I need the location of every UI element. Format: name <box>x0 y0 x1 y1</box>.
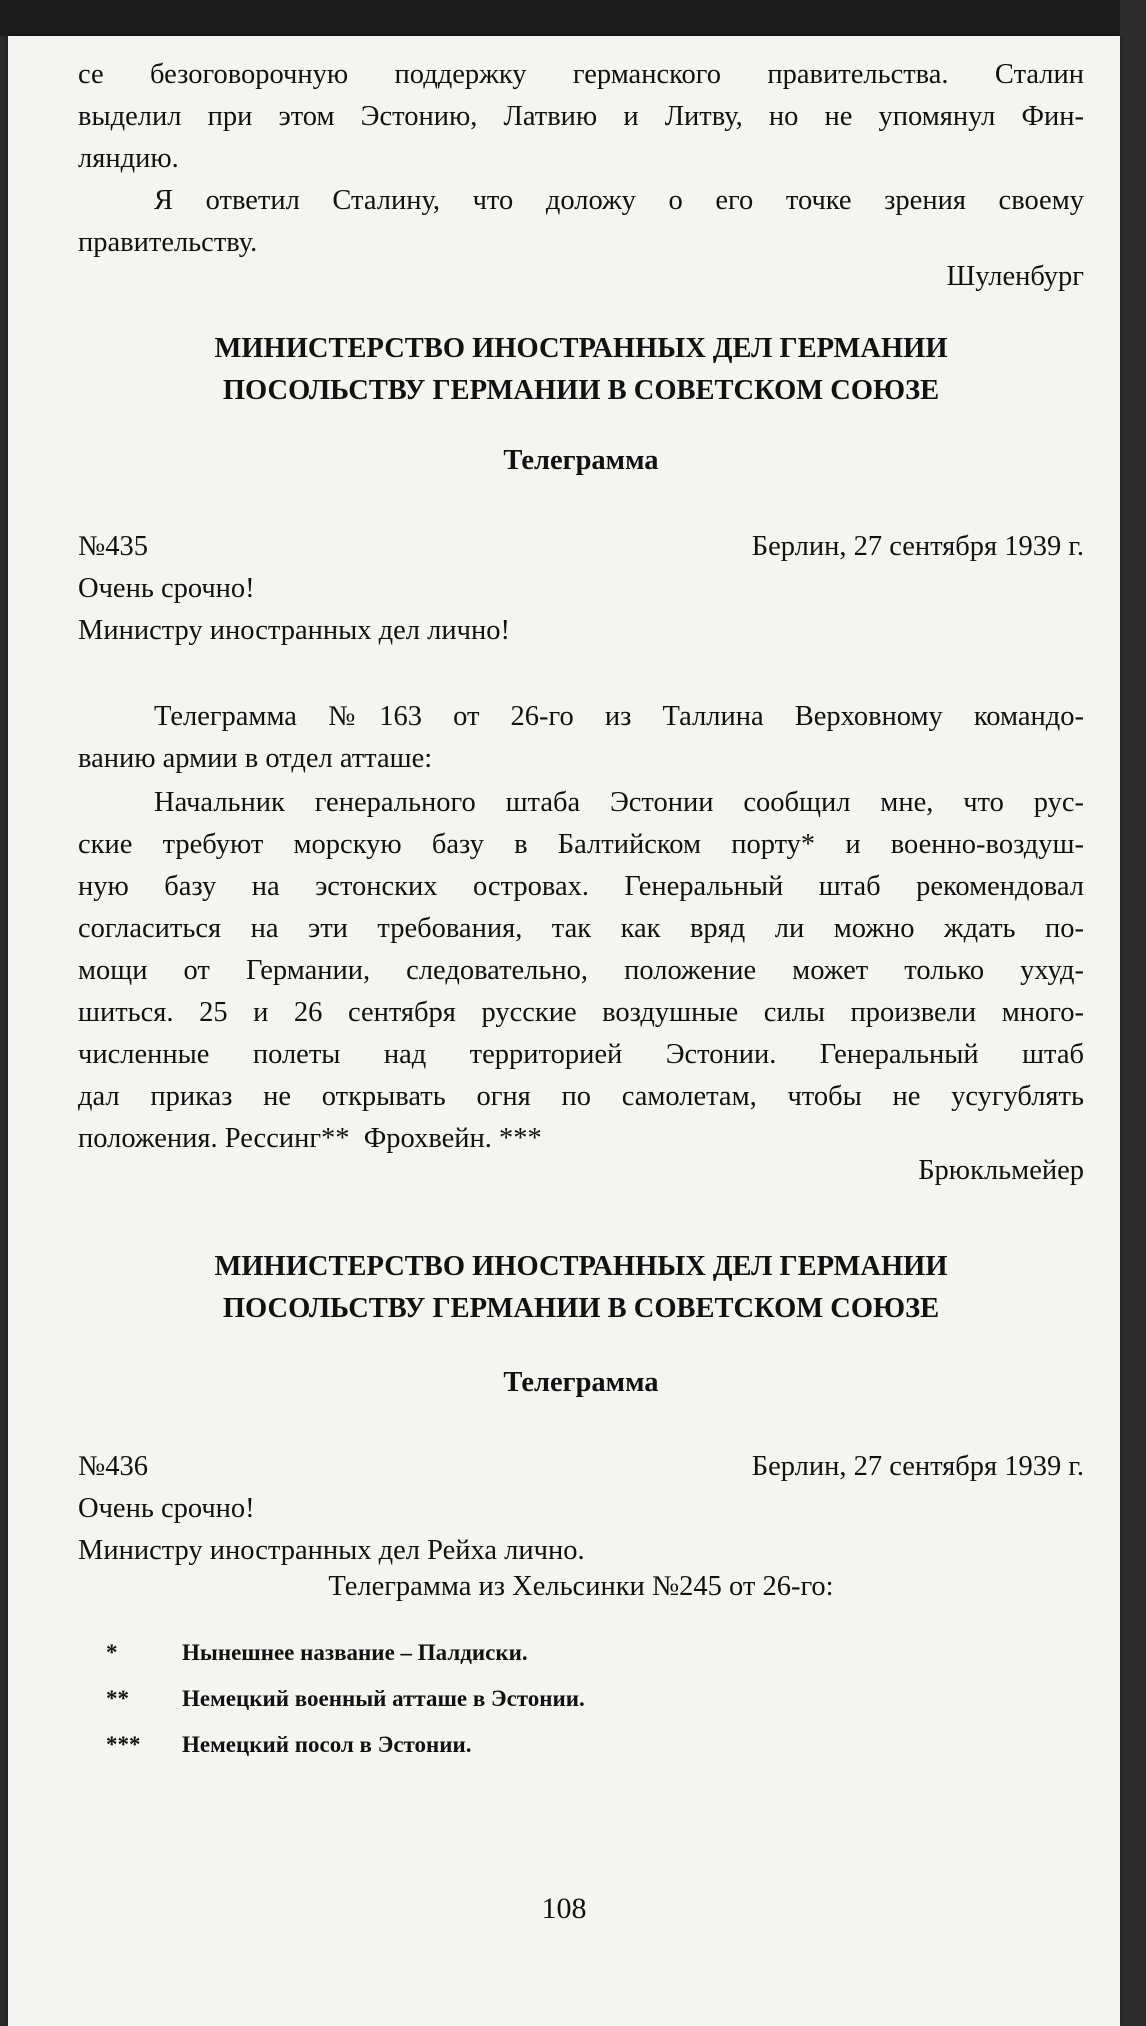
footnote <box>106 1634 528 1672</box>
paragraph-line: выделил при этом Эстонию, Латвию и Литву, но не упомянул Фин- <box>78 101 1084 132</box>
paragraph-line: Я ответил Сталину, что доложу о его точке зрения своему <box>154 185 1084 216</box>
telegram-intro: Телеграмма из Хельсинки №245 от 26-го: <box>328 1571 834 1602</box>
footnote-text: Нынешнее название – Палдиски. <box>182 1640 528 1665</box>
footnote-mark: * <box>106 1640 118 1665</box>
telegram-body-line: шиться. 25 и 26 сентября русские воздушные силы произвели много- <box>78 997 1084 1028</box>
telegram-addressee: Министру иностранных дел лично! <box>78 615 510 646</box>
footnote-text: Немецкий посол в Эстонии. <box>182 1732 472 1757</box>
telegram-body-line: Начальник генерального штаба Эстонии сообщил мне, что рус- <box>154 787 1084 818</box>
telegram-number-row <box>78 1446 1084 1488</box>
page-number: 108 <box>541 1892 587 1925</box>
heading-type: Телеграмма <box>503 445 659 476</box>
footnote-mark: *** <box>106 1732 141 1757</box>
footnote <box>106 1726 472 1764</box>
telegram-number-row <box>78 526 1084 568</box>
telegram-body-line: численные полеты над территорией Эстонии. Генеральный штаб <box>78 1039 1084 1070</box>
telegram-body-line: ную базу на эстонских островах. Генеральный штаб рекомендовал <box>78 871 1084 902</box>
footnote-text: Немецкий военный атташе в Эстонии. <box>182 1686 585 1711</box>
signature-bruecklmeier: Брюкльмейер <box>918 1155 1084 1186</box>
heading-line-1: МИНИСТЕРСТВО ИНОСТРАННЫХ ДЕЛ ГЕРМАНИИ <box>214 333 948 364</box>
telegram-number: №435 <box>78 531 148 562</box>
telegram-urgency: Очень срочно! <box>78 573 255 604</box>
telegram-body-line: положения. Рессинг** Фрохвейн. *** <box>78 1123 542 1154</box>
paragraph-line: се безоговорочную поддержку германского правительства. Сталин <box>78 59 1084 90</box>
scan-top-border <box>0 0 1146 36</box>
heading-line-2: ПОСОЛЬСТВУ ГЕРМАНИИ В СОВЕТСКОМ СОЮЗЕ <box>222 375 940 406</box>
telegram-addressee: Министру иностранных дел Рейха лично. <box>78 1535 585 1566</box>
telegram-place-date: Берлин, 27 сентября 1939 г. <box>751 531 1084 562</box>
book-page <box>8 36 1120 2026</box>
paragraph-line: ляндию. <box>78 143 179 174</box>
telegram-body-line: согласиться на эти требования, так как вряд ли можно ждать по- <box>78 913 1084 944</box>
footnote-mark: ** <box>106 1686 129 1711</box>
telegram-body-line: мощи от Германии, следовательно, положение может только ухуд- <box>78 955 1084 986</box>
telegram-intro-line: Телеграмма №163 от 26-го из Таллина Верховному командо- <box>154 701 1084 732</box>
telegram-body-line: дал приказ не открывать огня по самолетам, чтобы не усугублять <box>78 1081 1084 1112</box>
telegram-number: №436 <box>78 1451 148 1482</box>
heading-type: Телеграмма <box>503 1367 659 1398</box>
heading-line-2: ПОСОЛЬСТВУ ГЕРМАНИИ В СОВЕТСКОМ СОЮЗЕ <box>222 1293 940 1324</box>
signature-schulenburg: Шуленбург <box>946 261 1084 292</box>
telegram-place-date: Берлин, 27 сентября 1939 г. <box>751 1451 1084 1482</box>
heading-line-1: МИНИСТЕРСТВО ИНОСТРАННЫХ ДЕЛ ГЕРМАНИИ <box>214 1251 948 1282</box>
telegram-body-line: ские требуют морскую базу в Балтийском порту* и военно-воздуш- <box>78 829 1084 860</box>
paragraph-line: правительству. <box>78 227 258 258</box>
scan-right-border <box>1120 0 1146 2026</box>
telegram-intro-line: ванию армии в отдел атташе: <box>78 743 433 774</box>
footnote <box>106 1680 585 1718</box>
telegram-urgency: Очень срочно! <box>78 1493 255 1524</box>
